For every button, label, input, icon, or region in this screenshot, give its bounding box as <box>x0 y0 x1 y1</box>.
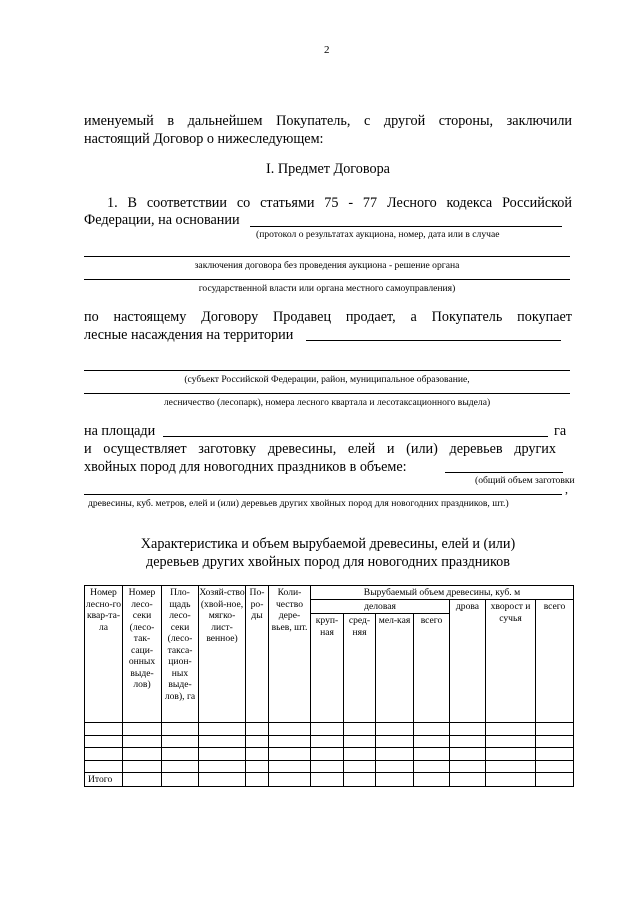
header-drova: дрова <box>450 600 486 723</box>
header-srednyaya: сред-няя <box>344 614 376 723</box>
header-ploshad: Пло-щадь лесо-секи (лесо-такса-цион-ных выде-лов), га <box>162 586 199 723</box>
area-field <box>163 436 548 437</box>
header-porody: По-ро-ды <box>246 586 269 723</box>
clause2-line-2: лесные насаждения на территории <box>84 327 294 343</box>
header-delovaya: деловая <box>311 600 450 614</box>
clause2-line-1: по настоящему Договору Продавец продает, а Покупатель покупает <box>84 309 572 325</box>
table-row <box>85 735 574 748</box>
clause3-line-3: хвойных пород для новогодних праздников в объеме: <box>84 459 407 475</box>
clause1-hint-1: (протокол о результатах аукциона, номер, дата или в случае <box>256 229 500 240</box>
table-title-line-2: деревьев других хвойных пород для новогодних праздников <box>146 554 510 570</box>
volume-field-cont <box>84 494 562 495</box>
header-hozyaistvo: Хозяй-ство (хвой-ное, мягко-лист-венное) <box>199 586 246 723</box>
table-row <box>85 748 574 761</box>
clause2-hint-2: лесничество (лесопарк), номера лесного квартала и лесотаксационного выдела) <box>163 397 491 408</box>
clause3-hint-2: древесины, куб. метров, елей и (или) деревьев других хвойных пород для новогодних праздников, шт.) <box>88 498 509 509</box>
territory-field <box>306 340 561 341</box>
clause2-hint-1: (субъект Российской Федерации, район, муниципальное образование, <box>184 374 470 385</box>
table-row <box>85 760 574 773</box>
header-vydel: Номер лесо-секи (лесо-так-саци-онных выде-лов) <box>123 586 162 723</box>
section-title: I. Предмет Договора <box>266 161 390 177</box>
header-krupnaya: круп-ная <box>311 614 344 723</box>
header-kolichestvo: Коли-чество дере-вьев, шт. <box>269 586 311 723</box>
header-vsego: всего <box>536 600 574 723</box>
clause1-hint-3: государственной власти или органа местного самоуправления) <box>198 283 456 294</box>
basis-field-cont-1 <box>84 256 570 257</box>
volume-field <box>445 472 563 473</box>
page-number: 2 <box>324 44 330 56</box>
territory-field-cont-2 <box>84 393 570 394</box>
clause1-line-2: Федерации, на основании <box>84 212 240 228</box>
total-label: Итого <box>85 773 123 787</box>
header-melkaya: мел-кая <box>376 614 414 723</box>
territory-field-cont <box>84 370 570 371</box>
intro-line-2: настоящий Договор о нижеследующем: <box>84 131 324 147</box>
intro-line-1: именуемый в дальнейшем Покупатель, с другой стороны, заключили <box>84 113 572 129</box>
table-row <box>85 723 574 736</box>
table-total-row <box>85 773 574 787</box>
clause1-hint-2: заключения договора без проведения аукциона - решение органа <box>194 260 460 271</box>
header-hvorost: хворост и сучья <box>486 600 536 723</box>
timber-volume-table <box>84 585 574 787</box>
clause3-comma: , <box>565 482 568 496</box>
header-vsego-delovaya: всего <box>414 614 450 723</box>
area-unit: га <box>554 423 567 439</box>
area-label: на площади <box>84 423 156 439</box>
clause1-line-1: 1. В соответствии со статьями 75 - 77 Лесного кодекса Российской <box>107 195 572 211</box>
header-kvartal: Номер лесно-го квар-та-ла <box>85 586 123 723</box>
basis-field <box>250 226 562 227</box>
clause3-hint-1: (общий объем заготовки <box>475 475 575 486</box>
clause3-line-2: и осуществляет заготовку древесины, елей и (или) деревьев других <box>84 441 556 457</box>
header-volume: Вырубаемый объем древесины, куб. м <box>311 586 574 600</box>
table-title-line-1: Характеристика и объем вырубаемой древесины, елей и (или) <box>140 536 516 552</box>
basis-field-cont-2 <box>84 279 570 280</box>
